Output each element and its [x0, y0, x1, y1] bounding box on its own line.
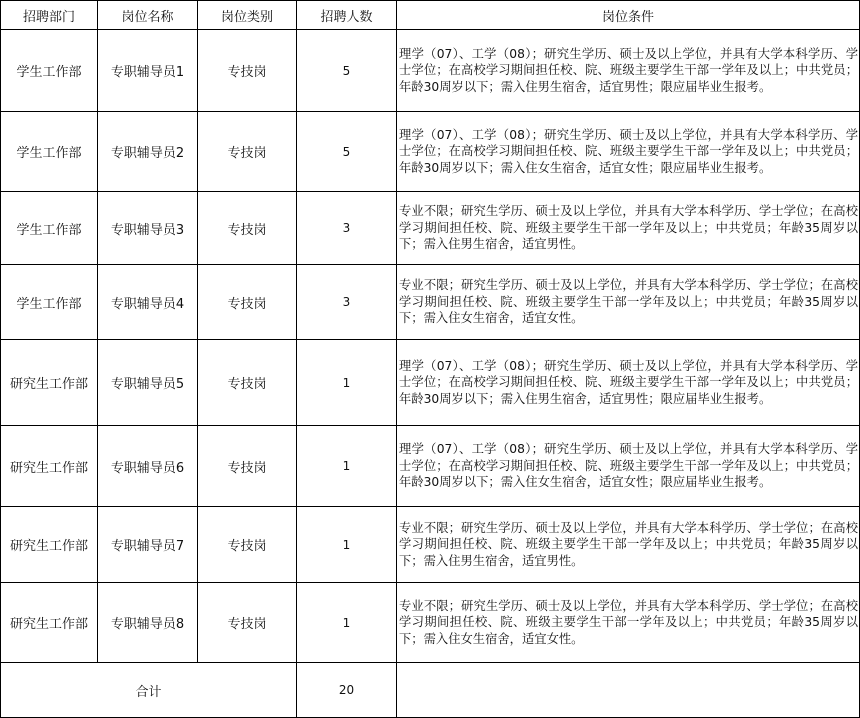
position-cell: 专职辅导员1 [98, 30, 198, 112]
table-row [1, 507, 860, 583]
count-cell: 3 [297, 192, 397, 265]
header-count: 招聘人数 [297, 1, 397, 30]
position-cell: 专职辅导员6 [98, 426, 198, 507]
conditions-cell: 理学（07）、工学（08）；研究生学历、硕士及以上学位，并具有大学本科学历、学士学位；在高校学习期间担任校、院、班级主要学生干部一学年及以上；中共党员；年龄30周岁以下；需入住女生宿舍，适宜女性；限应届毕业生报考。 [397, 112, 860, 192]
count-cell: 1 [297, 340, 397, 426]
position-cell: 专职辅导员4 [98, 265, 198, 340]
count-cell: 3 [297, 265, 397, 340]
position-cell: 专职辅导员3 [98, 192, 198, 265]
header-category: 岗位类别 [198, 1, 297, 30]
dept-cell: 研究生工作部 [1, 583, 98, 663]
count-cell: 5 [297, 112, 397, 192]
category-cell: 专技岗 [198, 426, 297, 507]
header-row [1, 1, 860, 30]
conditions-cell: 专业不限；研究生学历、硕士及以上学位，并具有大学本科学历、学士学位；在高校学习期间担任校、院、班级主要学生干部一学年及以上；中共党员；年龄35周岁以下；需入住女生宿舍，适宜女性。 [397, 583, 860, 663]
conditions-cell: 专业不限；研究生学历、硕士及以上学位，并具有大学本科学历、学士学位；在高校学习期间担任校、院、班级主要学生干部一学年及以上；中共党员；年龄35周岁以下；需入住男生宿舍，适宜男性。 [397, 192, 860, 265]
position-cell: 专职辅导员8 [98, 583, 198, 663]
dept-cell: 研究生工作部 [1, 507, 98, 583]
conditions-cell: 理学（07）、工学（08）；研究生学历、硕士及以上学位，并具有大学本科学历、学士学位；在高校学习期间担任校、院、班级主要学生干部一学年及以上；中共党员；年龄30周岁以下；需入住女生宿舍，适宜女性；限应届毕业生报考。 [397, 426, 860, 507]
table-row [1, 426, 860, 507]
conditions-cell: 专业不限；研究生学历、硕士及以上学位，并具有大学本科学历、学士学位；在高校学习期间担任校、院、班级主要学生干部一学年及以上；中共党员；年龄35周岁以下；需入住男生宿舍，适宜男性。 [397, 507, 860, 583]
conditions-cell: 专业不限；研究生学历、硕士及以上学位，并具有大学本科学历、学士学位；在高校学习期间担任校、院、班级主要学生干部一学年及以上；中共党员；年龄35周岁以下；需入住女生宿舍，适宜女性。 [397, 265, 860, 340]
total-conditions-empty [397, 663, 860, 718]
header-conditions: 岗位条件 [397, 1, 860, 30]
dept-cell: 学生工作部 [1, 112, 98, 192]
count-cell: 5 [297, 30, 397, 112]
header-dept: 招聘部门 [1, 1, 98, 30]
total-row [1, 663, 860, 718]
dept-cell: 研究生工作部 [1, 340, 98, 426]
dept-cell: 学生工作部 [1, 30, 98, 112]
count-cell: 1 [297, 507, 397, 583]
dept-cell: 学生工作部 [1, 265, 98, 340]
table-row [1, 583, 860, 663]
category-cell: 专技岗 [198, 583, 297, 663]
dept-cell: 学生工作部 [1, 192, 98, 265]
table-row [1, 192, 860, 265]
count-cell: 1 [297, 426, 397, 507]
total-label: 合计 [1, 663, 297, 718]
category-cell: 专技岗 [198, 265, 297, 340]
category-cell: 专技岗 [198, 507, 297, 583]
table-row [1, 30, 860, 112]
count-cell: 1 [297, 583, 397, 663]
header-position: 岗位名称 [98, 1, 198, 30]
conditions-cell: 理学（07）、工学（08）；研究生学历、硕士及以上学位，并具有大学本科学历、学士学位；在高校学习期间担任校、院、班级主要学生干部一学年及以上；中共党员；年龄30周岁以下；需入住男生宿舍，适宜男性；限应届毕业生报考。 [397, 30, 860, 112]
table-row [1, 340, 860, 426]
category-cell: 专技岗 [198, 340, 297, 426]
position-cell: 专职辅导员7 [98, 507, 198, 583]
category-cell: 专技岗 [198, 192, 297, 265]
category-cell: 专技岗 [198, 112, 297, 192]
category-cell: 专技岗 [198, 30, 297, 112]
position-cell: 专职辅导员5 [98, 340, 198, 426]
table-row [1, 112, 860, 192]
table-row [1, 265, 860, 340]
dept-cell: 研究生工作部 [1, 426, 98, 507]
total-count: 20 [297, 663, 397, 718]
conditions-cell: 理学（07）、工学（08）；研究生学历、硕士及以上学位，并具有大学本科学历、学士学位；在高校学习期间担任校、院、班级主要学生干部一学年及以上；中共党员；年龄30周岁以下；需入住男生宿舍，适宜男性；限应届毕业生报考。 [397, 340, 860, 426]
position-cell: 专职辅导员2 [98, 112, 198, 192]
